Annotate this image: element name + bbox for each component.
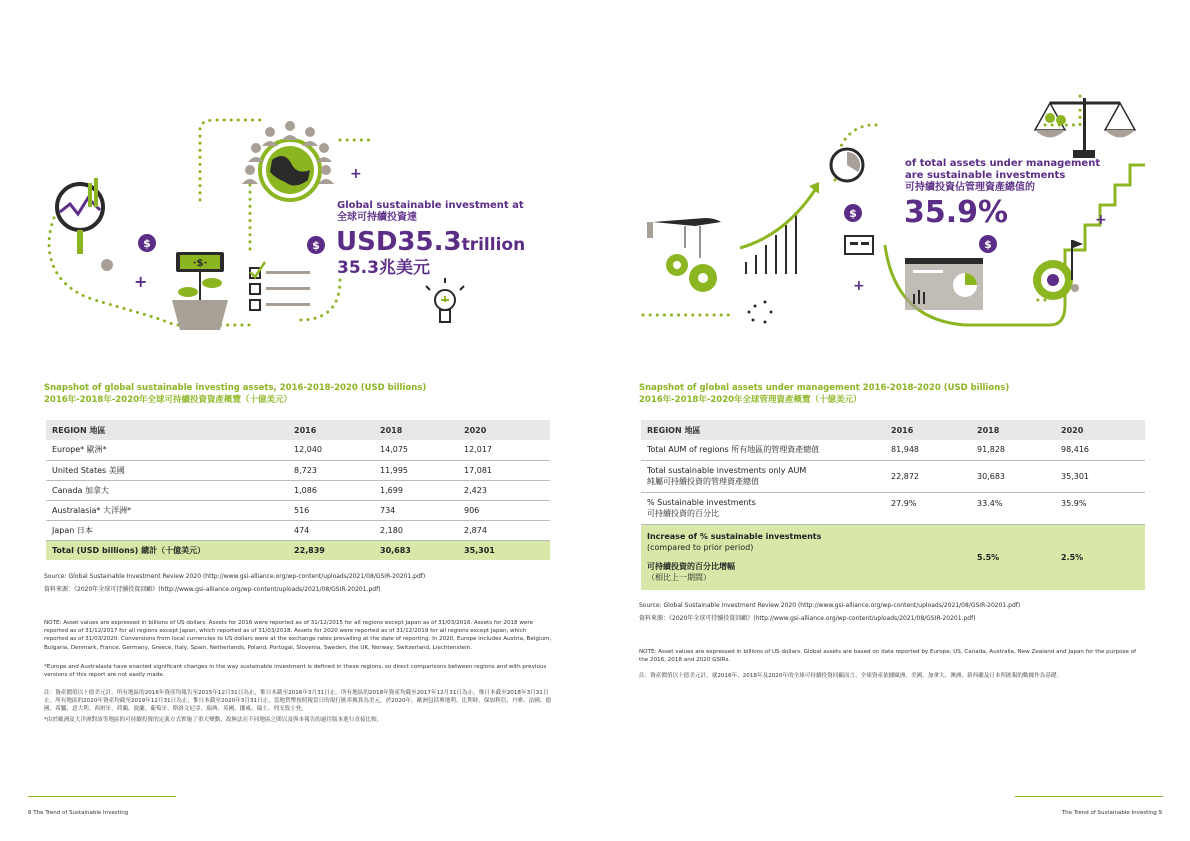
row-label-en: Total sustainable investments only AUM [647,466,807,475]
balance-scale-icon [1035,98,1135,158]
svg-text:$: $ [312,239,320,252]
value-cell: 2,180 [374,520,458,540]
row-label-zh: 可持續投資的百分比 [647,509,719,518]
header-2020: 2020 [1055,420,1145,440]
aum-table [641,420,1145,590]
value-cell: 2,874 [458,520,550,540]
table-row [46,480,550,500]
table-total-row [46,540,550,560]
hand-gears-icon [647,218,721,292]
value-cell: 17,081 [458,460,550,480]
table-row [641,492,1145,524]
note-en: NOTE: Asset values are expressed in billions of US dollars. Global assets are based on data reported by Europe, US, Canada, Australia, New Zealand and Japan for the purpose of the 2016, 2018 and 2020 GSIRs. [639,649,1137,664]
total-label: Total (USD billions) 總計（十億美元） [46,540,288,560]
increase-label-en-1: Increase of % sustainable investments [647,532,822,542]
row-label: Total AUM of regions 所有地區的管理資產總值 [641,440,885,460]
value-cell: 8,723 [288,460,374,480]
header-2016: 2016 [885,420,971,440]
table-row [641,460,1145,492]
stat-label-en-1: of total assets under management [905,158,1101,169]
dotted-circle-decoration [748,301,773,324]
plus-icon: + [134,272,148,291]
row-label [641,492,885,524]
card-icon [845,236,873,254]
increase-2018: 5.5% [971,524,1055,590]
right-page [595,0,1190,841]
table-row [46,460,550,480]
source-zh: 資料來源：《2020年全球可持續投資回顧》(http://www.gsi-alliance.org/wp-content/uploads/2021/08/GSIR-20201.pdf) [639,615,976,622]
value-cell: 22,872 [885,460,971,492]
left-illustration [0,0,595,360]
value-cell: 734 [374,500,458,520]
header-region: REGION 地區 [641,420,885,440]
clock-icon [831,149,863,181]
increase-2020: 2.5% [1055,524,1145,590]
plant-pot-icon [172,252,228,330]
table-title-zh: 2016年-2018年-2020年全球可持續投資資產概覽（十億美元） [44,395,293,405]
value-cell: 98,416 [1055,440,1145,460]
dollar-coin-icon [138,234,156,252]
svg-text:$: $ [984,238,992,251]
increase-label-en-2: (compared to prior period) [647,543,754,553]
increase-label [641,524,885,590]
dollar-coin-icon [307,236,325,254]
increase-label-zh-1: 可持續投資的百分比增幅 [647,562,735,572]
region-cell: Canada 加拿大 [46,480,288,500]
dashboard-icon [905,258,983,310]
value-cell: 35,301 [1055,460,1145,492]
stat-label-en-2: are sustainable investments [905,170,1066,181]
table-row [46,520,550,540]
source-en: Source: Global Sustainable Investment Review 2020 (http://www.gsi-alliance.org/wp-content/uploads/2021/08/GSIR-20201.pdf) [44,573,426,580]
globe-icon [260,140,320,200]
total-value: 30,683 [374,540,458,560]
table-title-zh: 2016年-2018年-2020年全球管理資產概覽（十億美元） [639,395,862,405]
value-cell: 81,948 [885,440,971,460]
table-title-en: Snapshot of global assets under management 2016-2018-2020 (USD billions) [639,383,1010,393]
value-cell: 12,017 [458,440,550,460]
source-en: Source: Global Sustainable Investment Review 2020 (http://www.gsi-alliance.org/wp-content/uploads/2021/08/GSIR-20201.pdf) [639,602,1021,609]
region-cell: Australasia* 大洋洲* [46,500,288,520]
svg-text:$: $ [849,207,857,220]
stat-label-zh: 全球可持續投資達 [337,212,417,223]
footer-rule [28,796,176,797]
value-cell: 474 [288,520,374,540]
table-row [46,500,550,520]
increase-row [641,524,1145,590]
value-cell: 33.4% [971,492,1055,524]
footer-rule [1015,796,1163,797]
magnifier-icon [57,178,103,254]
stat-label-en: Global sustainable investment at [337,200,524,211]
plus-icon: + [350,166,362,182]
total-value: 22,839 [288,540,374,560]
region-cell: Japan 日本 [46,520,288,540]
row-label-en: % Sustainable investments [647,498,756,507]
increase-label-zh-2: （相比上一期間） [647,573,711,583]
table-title-en: Snapshot of global sustainable investing assets, 2016-2018-2020 (USD billions) [44,383,427,393]
value-cell: 2,423 [458,480,550,500]
sustainable-assets-table [46,420,550,560]
table-header-row [46,420,550,440]
row-label-zh: 純屬可持續投資的管理資產總值 [647,477,759,486]
footer-left: 8 The Trend of Sustainable Investing [28,810,129,816]
plus-icon: + [853,278,865,294]
header-2018: 2018 [374,420,458,440]
table-row [641,440,1145,460]
value-cell: 906 [458,500,550,520]
value-cell: 27.9% [885,492,971,524]
row-label [641,460,885,492]
dot-decoration [101,259,113,271]
header-2016: 2016 [288,420,374,440]
lightbulb-icon [426,278,464,322]
total-value: 35,301 [458,540,550,560]
plus-icon: + [1095,212,1107,228]
value-cell: 516 [288,500,374,520]
source-zh: 資料來源：《2020年全球可持續投資回顧》(http://www.gsi-alliance.org/wp-content/uploads/2021/08/GSIR-20201.pdf) [44,586,381,593]
region-cell: United States 美國 [46,460,288,480]
stat-value-zh: 35.3兆美元 [337,258,430,278]
header-2018: 2018 [971,420,1055,440]
footer-right: The Trend of Sustainable Investing 9 [1061,810,1162,816]
note-en-2: *Europe and Australasia have enacted significant changes in the way sustainable investment is defined in these regions, so direct comparisons between regions and with previous versions of this report are not easily made. [44,664,547,679]
value-cell: 12,040 [288,440,374,460]
value-cell: 30,683 [971,460,1055,492]
value-cell: 14,075 [374,440,458,460]
checklist-icon [250,262,310,310]
stat-label-zh: 可持續投資佔管理資產總值的 [905,182,1035,193]
note-zh-2: *由於歐洲及大洋洲對該等地區的可持續投資的定義方式實施了重大變動，故無法在不同地區之間以及與本報告的過往版本進行直接比較。 [44,717,383,723]
value-cell: 11,995 [374,460,458,480]
stat-value-usd: USD35.3trillion [336,227,526,257]
value-cell: 1,699 [374,480,458,500]
value-cell: 35.9% [1055,492,1145,524]
note-zh: 註：資產價值以十億美元計。所有地區的2016年資產均報告至2015年12月31日為止，惟日本截至2016年3月31日止。所有地區的2018年資產均截至2017年12月31日為止，惟日本截至2018年3月31日止。所有地區的2020年資產均截至2019年12月31日為止，惟日本截至2020年3月31日止。當地貨幣按照報當日的現行匯率換算為美元。於2020年，歐洲包括奧地利、比利時、保加利亞、丹麥、法國、德國、希臘、意大利、西班牙、荷蘭、波蘭、葡萄牙、斯洛文尼亞、瑞典、英國、挪威、瑞士、列支敦士登。 [44,690,551,713]
value-cell: 91,828 [971,440,1055,460]
value-cell: 1,086 [288,480,374,500]
right-illustration [595,0,1190,360]
header-2020: 2020 [458,420,550,440]
dollar-coin-icon [979,235,997,253]
header-region: REGION 地區 [46,420,288,440]
table-header-row [641,420,1145,440]
region-cell: Europe* 歐洲* [46,440,288,460]
note-zh: 註：資產價值以十億美元計。就2016年、2018年及2020年的全球可持續投資回顧而言，全球資產依據歐洲、美國、加拿大、澳洲、新西蘭及日本所匯報的數據作為基礎。 [639,673,1063,679]
note-en: NOTE: Asset values are expressed in billions of US dollars. Assets for 2016 were reported as of 31/12/2015 for all regions except Japan as of 31/03/2016. Assets for 2018 were reported as of 31/12/2017 for all regions except Japan, which reported as of 31/03/2018. Assets for 2020 were reported as of 31/12/2019 for all regions except Japan, which reported as of 31/03/2020. Conversions from local currencies to US dollars were at the exchange rates prevailing at the date of reporting. In 2020, Europe includes Austria, Belgium, Bulgaria, Denmark, France, Germany, Greece, Italy, Spain, Netherlands, Poland, Portugal, Slovenia, Sweden, the UK, Norway, Switzerland, Liechtenstein. [44,620,552,651]
dollar-coin-icon [844,204,862,222]
svg-text:$: $ [143,237,151,250]
svg-text:·$·: ·$· [192,258,208,269]
growth-chart-icon [740,182,819,274]
table-row [46,440,550,460]
stat-value: 35.9% [904,195,1009,230]
empty-cell [885,524,971,590]
